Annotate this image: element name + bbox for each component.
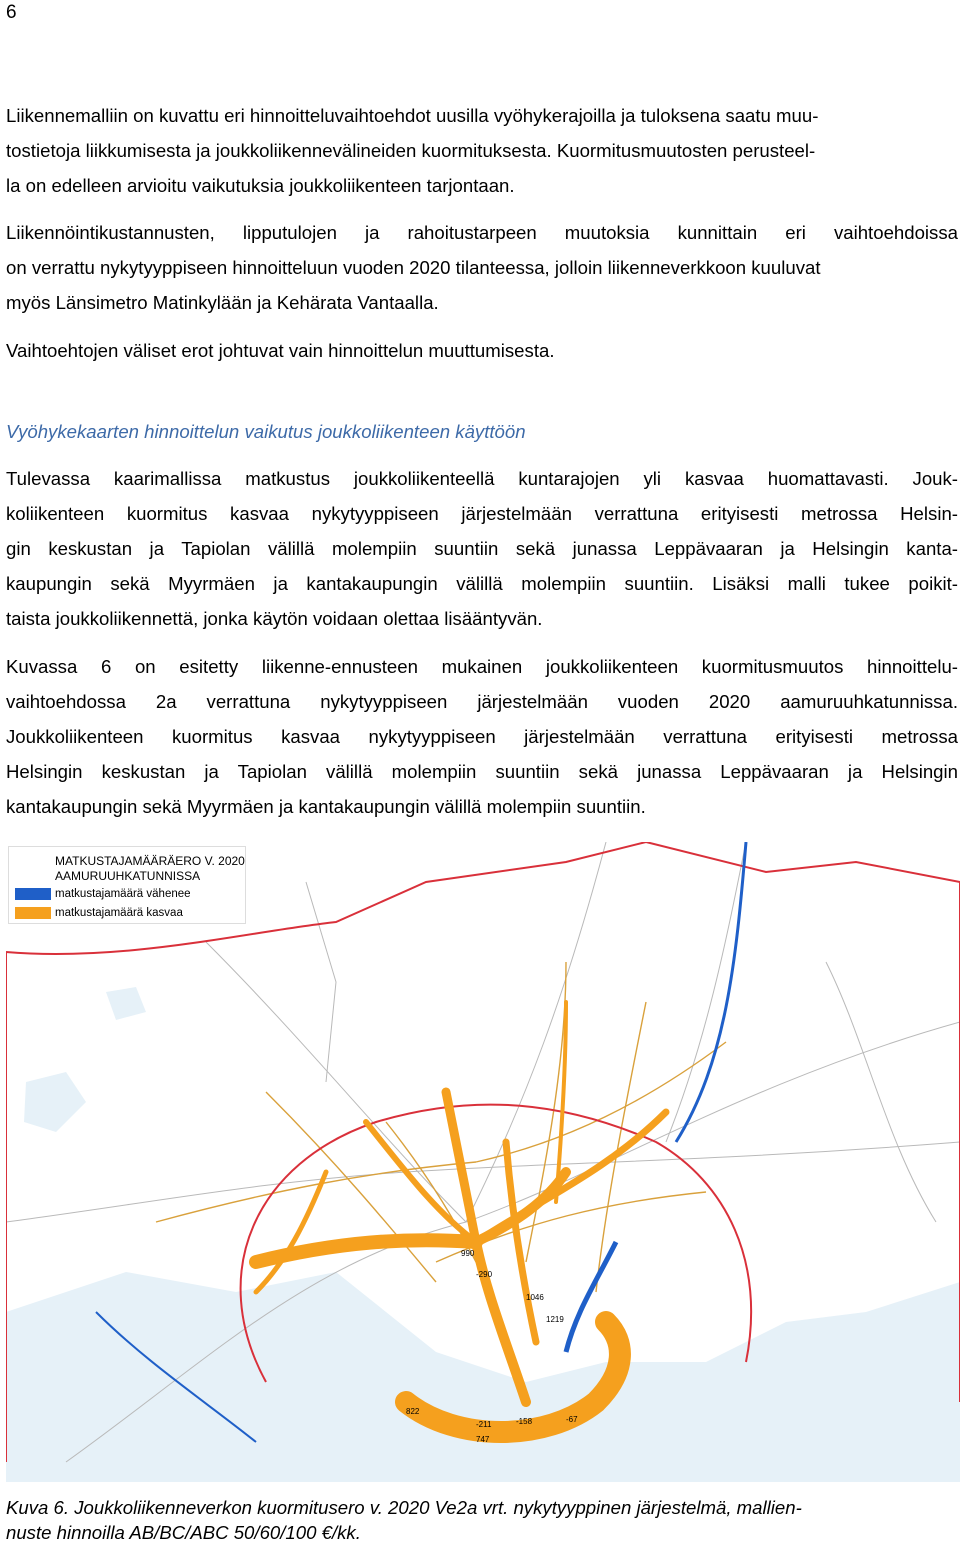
map-label: -211 bbox=[476, 1420, 492, 1429]
transit-load-map bbox=[6, 842, 960, 1482]
paragraph-line: Vaihtoehtojen väliset erot johtuvat vain hinnoittelun muuttumisesta. bbox=[6, 340, 555, 361]
caption-line-1: Kuva 6. Joukkoliikenneverkon kuormitusero v. 2020 Ve2a vrt. nykytyyppinen järjestelmä, mallien- bbox=[6, 1497, 802, 1518]
map-label: -158 bbox=[516, 1417, 533, 1426]
paragraph-line: on verrattu nykytyyppiseen hinnoitteluun vuoden 2020 tilanteessa, jolloin liikenneverkkoon kuuluvat bbox=[6, 257, 821, 278]
caption-line-2: nuste hinnoilla AB/BC/ABC 50/60/100 €/kk. bbox=[6, 1522, 361, 1543]
paragraph-line: gin keskustan ja Tapiolan välillä molempiin suuntiin sekä junassa Leppävaaran ja Helsingin kanta- bbox=[6, 538, 958, 559]
lake-area bbox=[106, 987, 146, 1020]
map-label: -67 bbox=[566, 1415, 578, 1424]
paragraph-line: tostietoja liikkumisesta ja joukkoliikennevälineiden kuormituksesta. Kuormitusmuutosten perusteel- bbox=[6, 140, 816, 161]
paragraph-line: Liikennemalliin on kuvattu eri hinnoitteluvaihtoehdot uusilla vyöhykerajoilla ja tuloksena saatu muu- bbox=[6, 105, 819, 126]
map-label: 1219 bbox=[546, 1315, 564, 1324]
sea-area bbox=[6, 1272, 960, 1482]
paragraph-line: Helsingin keskustan ja Tapiolan välillä molempiin suuntiin sekä junassa Leppävaaran ja Helsingin bbox=[6, 761, 958, 782]
zone-border bbox=[646, 842, 960, 882]
legend-subtitle: AAMURUUHKATUNNISSA bbox=[55, 869, 201, 883]
legend-label-increase: matkustajamäärä kasvaa bbox=[55, 907, 183, 919]
map-label: 990 bbox=[461, 1249, 475, 1258]
lake-area bbox=[24, 1072, 86, 1132]
legend-label-decrease: matkustajamäärä vähenee bbox=[55, 888, 191, 900]
paragraph-line: kaupungin sekä Myyrmäen ja kantakaupungin välillä molempiin suuntiin. Lisäksi malli tukee poikit- bbox=[6, 573, 958, 594]
figure-caption bbox=[6, 1495, 958, 1545]
paragraph-line: Tulevassa kaarimallissa matkustus joukkoliikenteellä kuntarajojen yli kasvaa huomattavasti. Jouk- bbox=[6, 468, 958, 489]
legend-swatch-increase bbox=[15, 907, 51, 919]
map-label: 747 bbox=[476, 1435, 490, 1444]
paragraph-line: Liikennöintikustannusten, lipputulojen ja rahoitustarpeen muutoksia kunnittain eri vaihtoehdoissa bbox=[6, 222, 958, 243]
legend-swatch-decrease bbox=[15, 888, 51, 900]
map-label: 1046 bbox=[526, 1293, 544, 1302]
paragraph-line: kantakaupungin sekä Myyrmäen ja kantakaupungin välillä molempiin suuntiin. bbox=[6, 796, 646, 817]
paragraph-line: koliikenteen kuormitus kasvaa nykytyyppiseen järjestelmään verrattuna erityisesti metrossa Helsin- bbox=[6, 503, 958, 524]
paragraph-line: Joukkoliikenteen kuormitus kasvaa nykytyyppiseen järjestelmään verrattuna erityisesti metrossa bbox=[6, 726, 958, 747]
map-legend bbox=[8, 846, 246, 924]
section-heading: Vyöhykekaarten hinnoittelun vaikutus joukkoliikenteen käyttöön bbox=[6, 421, 526, 442]
map-label: -290 bbox=[476, 1270, 493, 1279]
map-label: 822 bbox=[406, 1407, 420, 1416]
paragraph-line: taista joukkoliikennettä, jonka käytön voidaan olettaa lisääntyvän. bbox=[6, 608, 543, 629]
paragraph-line: Kuvassa 6 on esitetty liikenne-ennusteen mukainen joukkoliikenteen kuormitusmuutos hinnoittelu- bbox=[6, 656, 958, 677]
paragraph-line: myös Länsimetro Matinkylään ja Kehärata Vantaalla. bbox=[6, 292, 439, 313]
page-number: 6 bbox=[6, 2, 17, 23]
paragraph-line: la on edelleen arvioitu vaikutuksia joukkoliikenteen tarjontaan. bbox=[6, 175, 515, 196]
paragraph-line: vaihtoehdossa 2a verrattuna nykytyyppiseen järjestelmään vuoden 2020 aamuruuhkatunnissa. bbox=[6, 691, 958, 712]
legend-title: MATKUSTAJAMÄÄRÄERO V. 2020 bbox=[55, 854, 245, 868]
